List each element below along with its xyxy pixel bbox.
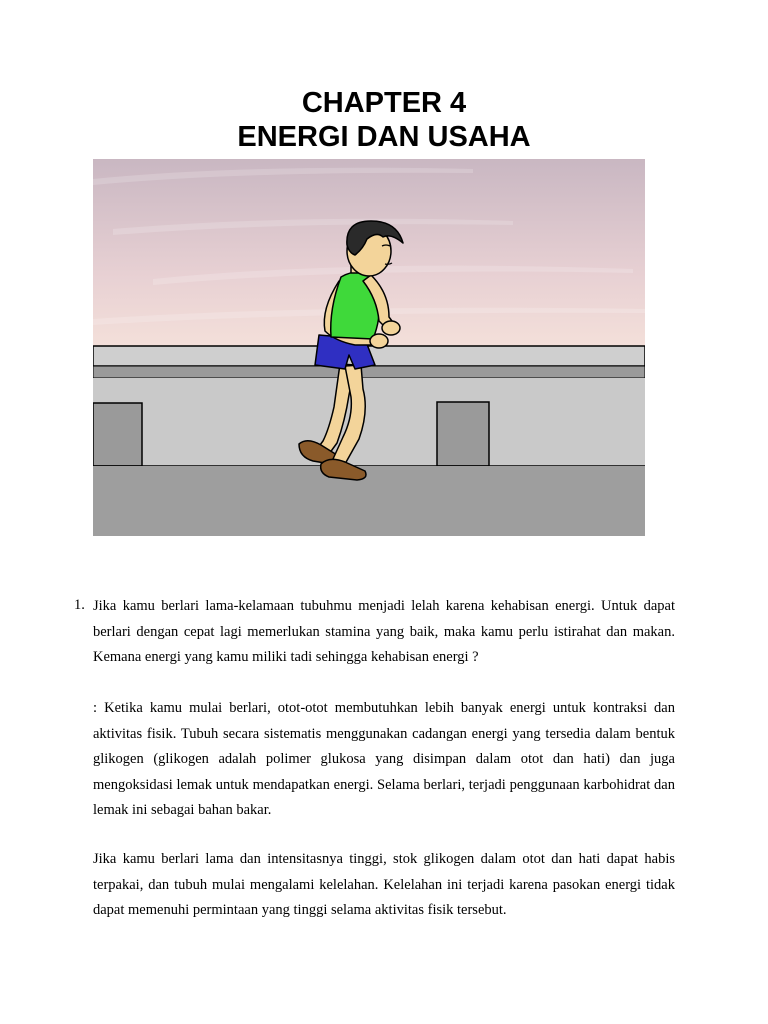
chapter-number: CHAPTER 4 <box>301 87 467 119</box>
wall-block-right <box>437 402 489 466</box>
answer-paragraph-2: Jika kamu berlari lama dan intensitasnya tinggi, stok glikogen dalam otot dan hati dapat habis terpakai, dan tubuh mulai mengalami kelelahan. Kelelahan ini terjadi karena pasokan energi tidak dapat memenuhi permintaan yang tinggi selama aktivitas fisik tersebut. <box>93 851 675 918</box>
wall-face <box>93 378 645 466</box>
answer-paragraph-1: : Ketika kamu mulai berlari, otot-otot membutuhkan lebih banyak energi untuk kontraksi dan aktivitas fisik. Tubuh secara sistematis menggunakan cadangan energi yang tersedia dalam bentuk glikogen (glikogen adalah polimer glukosa yang disimpan dalam otot dan hati) dan juga mengoksidasi lemak untuk mendapatkan energi. Selama berlari, terjadi penggunaan karbohidrat dan lemak ini sebagai bahan bakar. <box>93 700 675 818</box>
list-item-number: 1. <box>74 597 85 613</box>
question-paragraph: Jika kamu berlari lama-kelamaan tubuhmu menjadi lelah karena kehabisan energi. Untuk dapat berlari dengan cepat lagi memerlukan stamina yang baik, maka kamu perlu istirahat dan makan. Kemana energi yang kamu miliki tadi sehingga kehabisan energi ? <box>93 598 675 665</box>
ground <box>93 466 645 536</box>
wall-band <box>93 366 645 378</box>
wall-block-left <box>93 403 142 466</box>
running-boy-illustration <box>93 159 645 536</box>
chapter-title: ENERGI DAN USAHA <box>237 121 531 153</box>
